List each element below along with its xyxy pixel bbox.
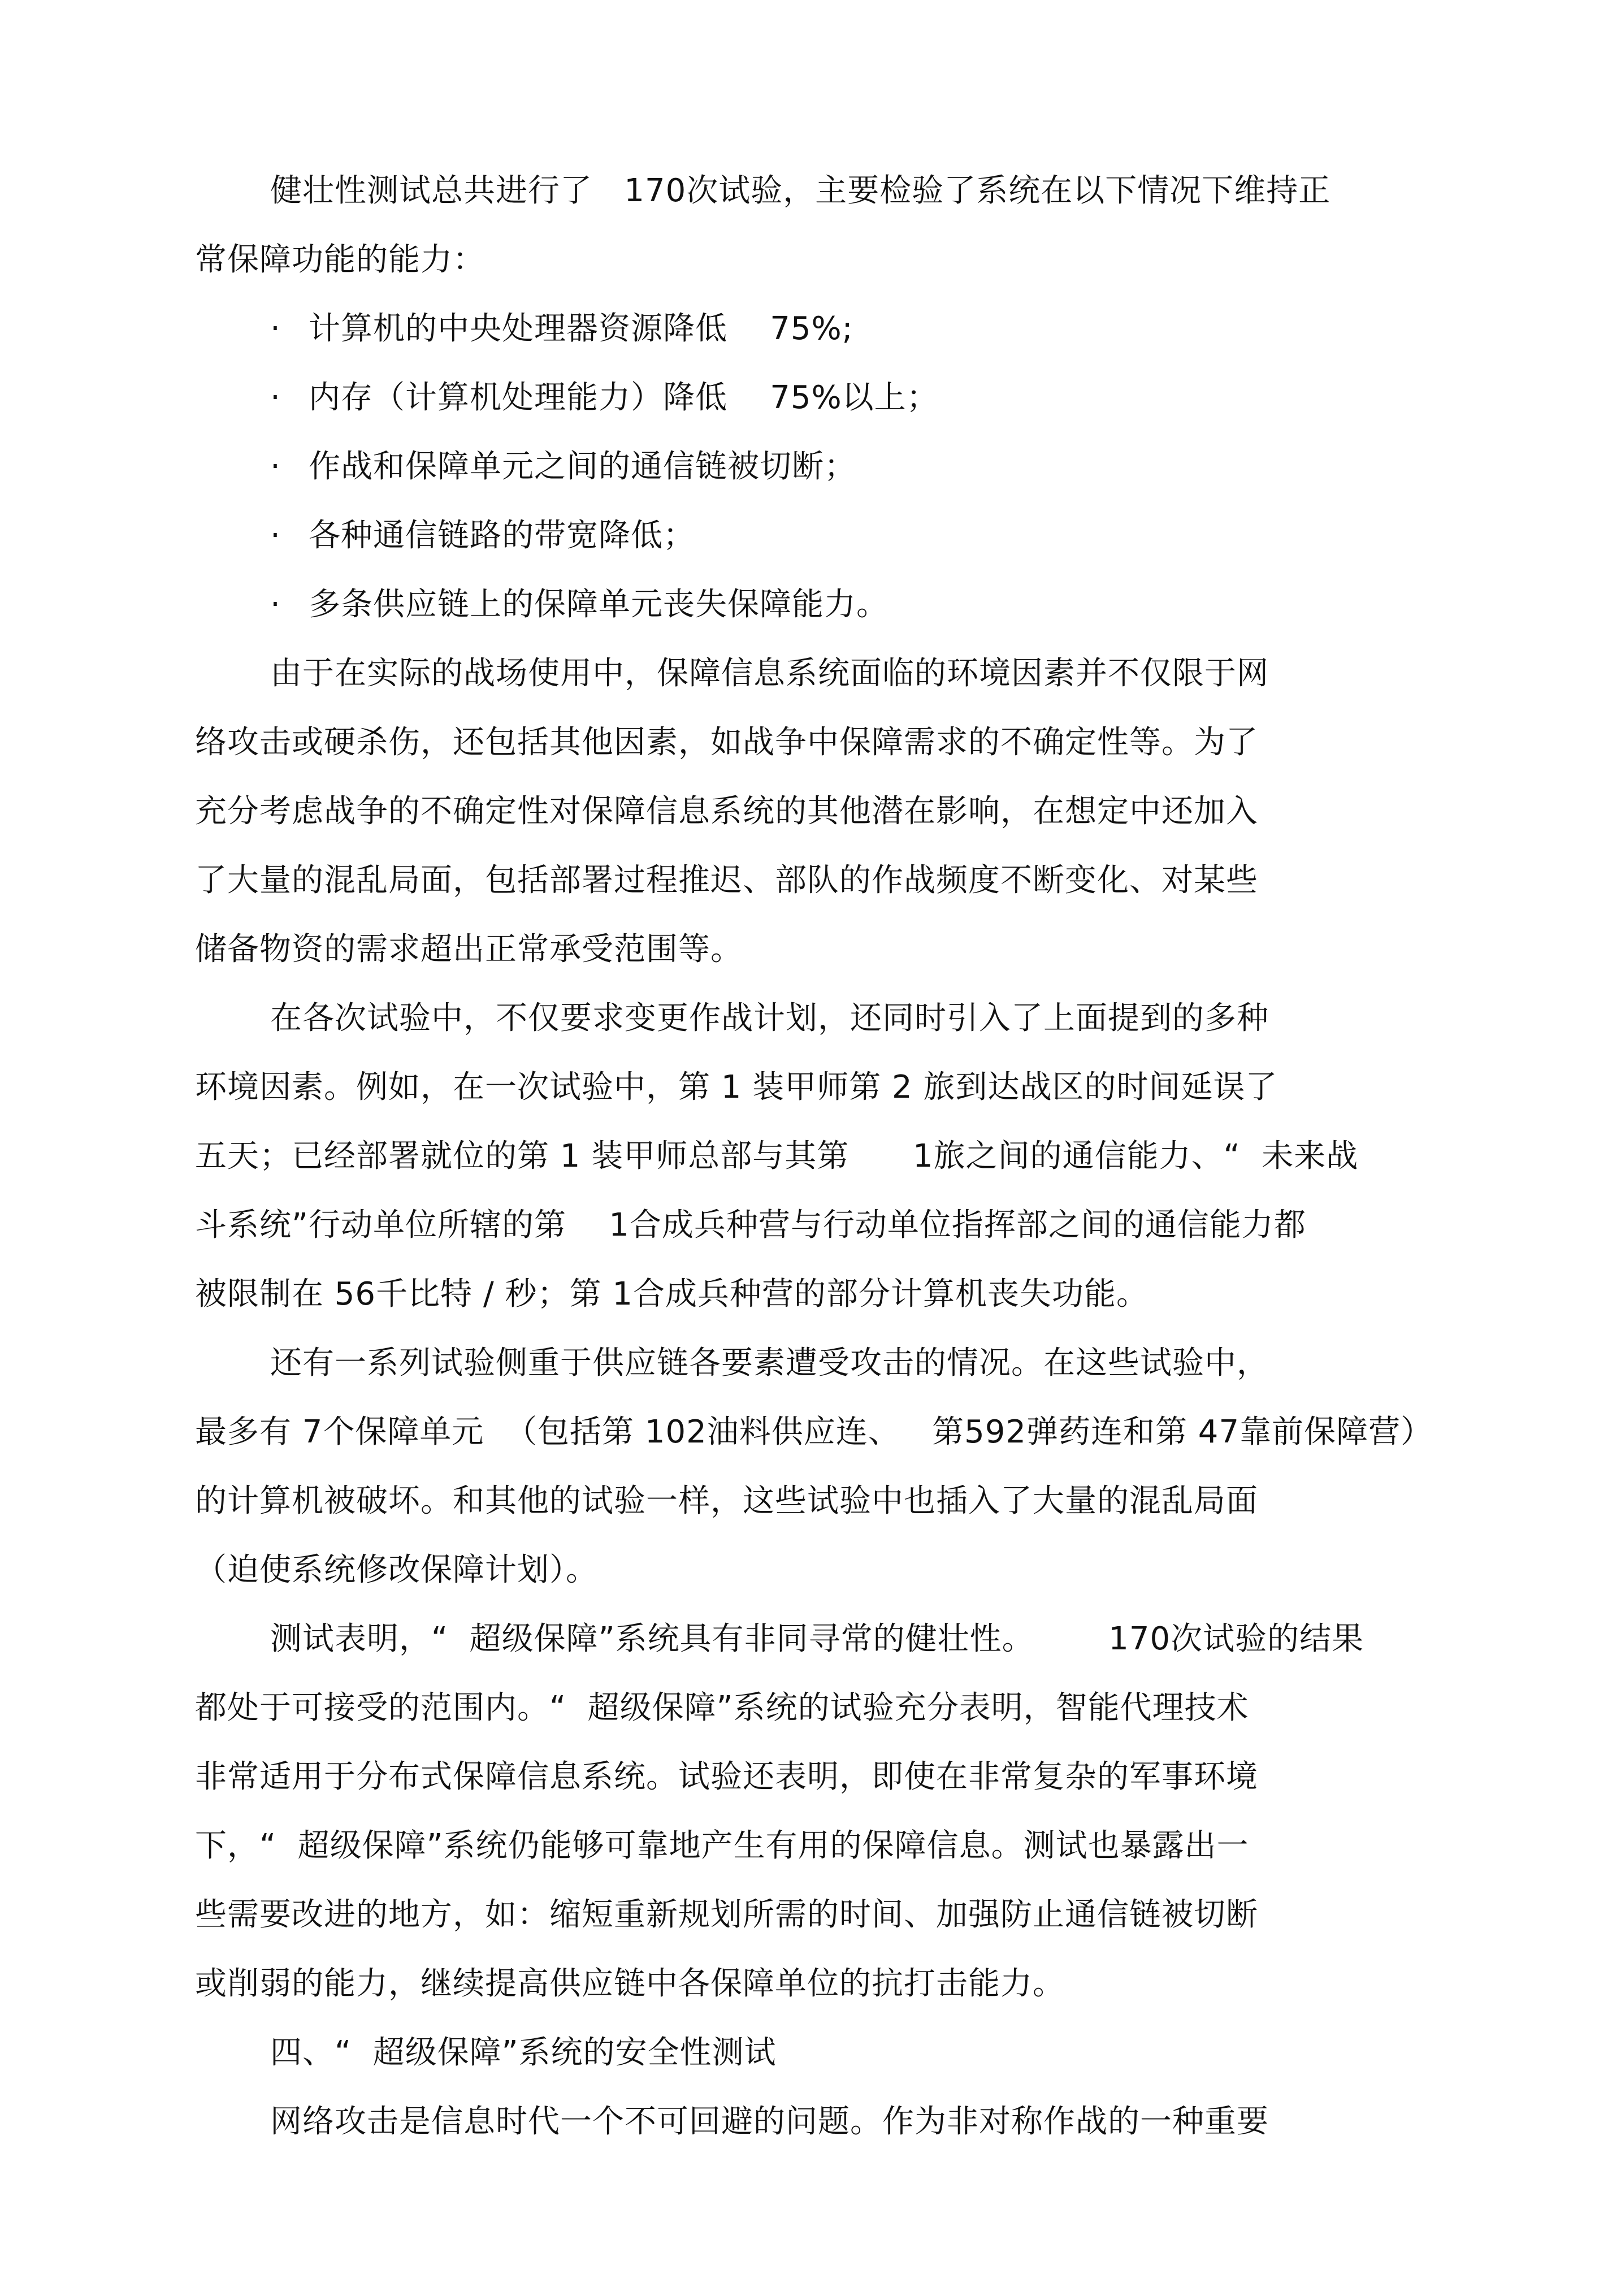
paragraph-5-line-1: 测试表明，“ 超级保障”系统具有非同寻常的健壮性。 170次试验的结果 — [270, 1621, 1364, 1657]
bullet-text: 多条供应链上的保障单元丧失保障能力。 — [309, 586, 888, 623]
bullet-text: 内存（计算机处理能力）降低 75%以上； — [309, 379, 939, 416]
paragraph-2-line-2: 络攻击或硬杀伤，还包括其他因素，如战争中保障需求的不确定性等。为了 — [195, 724, 1258, 761]
paragraph-4-line-3: 的计算机被破坏。和其他的试验一样，这些试验中也插入了大量的混乱局面 — [195, 1483, 1258, 1519]
paragraph-2-line-3: 充分考虑战争的不确定性对保障信息系统的其他潜在影响，在想定中还加入 — [195, 793, 1258, 830]
bullet-text: 各种通信链路的带宽降低； — [309, 517, 695, 554]
paragraph-6-line-1: 网络攻击是信息时代一个不可回避的问题。作为非对称作战的一种重要 — [270, 2103, 1269, 2140]
paragraph-5-line-6: 或削弱的能力，继续提高供应链中各保障单位的抗打击能力。 — [195, 1965, 1065, 2002]
paragraph-3-line-2: 环境因素。例如，在一次试验中，第 1 装甲师第 2 旅到达战区的时间延误了 — [195, 1069, 1278, 1106]
bullet-mark: · — [270, 517, 281, 554]
paragraph-1-line-2: 常保障功能的能力： — [195, 241, 485, 278]
bullet-item — [270, 517, 695, 554]
paragraph-4-line-1: 还有一系列试验侧重于供应链各要素遭受攻击的情况。在这些试验中， — [270, 1345, 1269, 1381]
paragraph-4-line-2: 最多有 7个保障单元 （包括第 102油料供应连、 第592弹药连和第 47靠前保障营） — [195, 1414, 1433, 1450]
paragraph-5-line-2: 都处于可接受的范围内。“ 超级保障”系统的试验充分表明，智能代理技术 — [195, 1689, 1249, 1726]
paragraph-3-line-1: 在各次试验中，不仅要求变更作战计划，还同时引入了上面提到的多种 — [270, 1000, 1269, 1037]
bullet-text: 计算机的中央处理器资源降低 75%; — [309, 310, 853, 347]
paragraph-5-line-4: 下，“ 超级保障”系统仍能够可靠地产生有用的保障信息。测试也暴露出一 — [195, 1827, 1249, 1864]
bullet-text: 作战和保障单元之间的通信链被切断； — [309, 448, 856, 485]
section-heading: 四、“ 超级保障”系统的安全性测试 — [270, 2034, 777, 2071]
bullet-item — [270, 586, 888, 623]
paragraph-2-line-1: 由于在实际的战场使用中，保障信息系统面临的环境因素并不仅限于网 — [270, 655, 1269, 692]
paragraph-1-line-1: 健壮性测试总共进行了 170次试验，主要检验了系统在以下情况下维持正 — [270, 172, 1331, 209]
bullet-mark: · — [270, 379, 281, 416]
paragraph-2-line-5: 储备物资的需求超出正常承受范围等。 — [195, 931, 743, 968]
paragraph-5-line-5: 些需要改进的地方，如：缩短重新规划所需的时间、加强防止通信链被切断 — [195, 1896, 1258, 1933]
paragraph-3-line-3: 五天；已经部署就位的第 1 装甲师总部与其第 1旅之间的通信能力、“ 未来战 — [195, 1138, 1359, 1175]
paragraph-3-line-5: 被限制在 56千比特 / 秒；第 1合成兵种营的部分计算机丧失功能。 — [195, 1276, 1148, 1312]
bullet-item — [270, 448, 856, 485]
bullet-item — [270, 379, 939, 416]
paragraph-4-line-4: （迫使系统修改保障计划）。 — [195, 1552, 598, 1588]
bullet-item — [270, 310, 853, 347]
bullet-mark: · — [270, 448, 281, 485]
paragraph-3-line-4: 斗系统”行动单位所辖的第 1合成兵种营与行动单位指挥部之间的通信能力都 — [195, 1207, 1306, 1244]
paragraph-5-line-3: 非常适用于分布式保障信息系统。试验还表明，即使在非常复杂的军事环境 — [195, 1758, 1258, 1795]
paragraph-2-line-4: 了大量的混乱局面，包括部署过程推迟、部队的作战频度不断变化、对某些 — [195, 862, 1258, 899]
bullet-mark: · — [270, 310, 281, 347]
bullet-mark: · — [270, 586, 281, 623]
